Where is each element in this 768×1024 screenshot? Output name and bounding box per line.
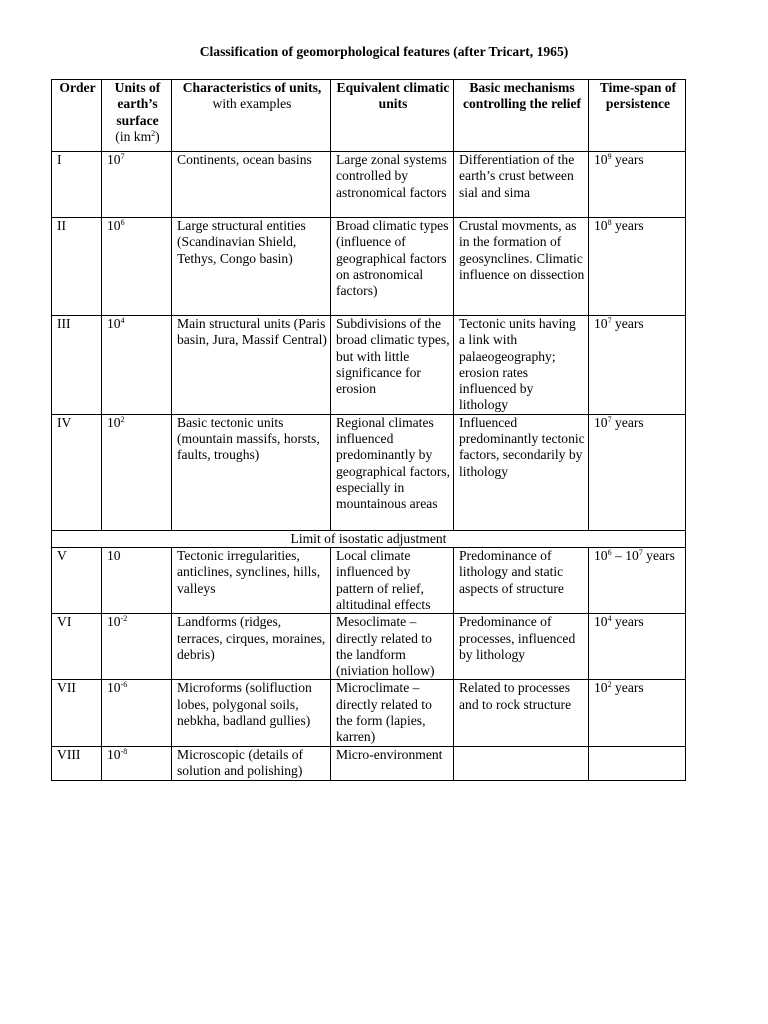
header-characteristics: Characteristics of units, with examples — [172, 80, 331, 152]
cell-characteristics: Basic tectonic units (mountain massifs, horsts, faults, troughs) — [172, 414, 331, 530]
cell-mechanisms: Influenced predominantly tectonic factors, secondarily by lithology — [454, 414, 589, 530]
cell-climatic: Mesoclimate – directly related to the landform (niviation hollow) — [331, 614, 454, 680]
limit-row — [52, 530, 686, 547]
cell-timespan: $10^7$ years — [589, 414, 686, 530]
cell-characteristics: Main structural units (Paris basin, Jura, Massif Central) — [172, 316, 331, 415]
cell-mechanisms: Related to processes and to rock structure — [454, 680, 589, 746]
header-climatic: Equivalent climatic units — [331, 80, 454, 152]
cell-timespan: $10^8$ years — [589, 218, 686, 316]
cell-climatic: Broad climatic types (influence of geographical factors on astronomical factors) — [331, 218, 454, 316]
cell-characteristics: Microforms (solifluction lobes, polygonal soils, nebkha, badland gullies) — [172, 680, 331, 746]
cell-order: II — [52, 218, 102, 316]
cell-order: III — [52, 316, 102, 415]
table-row — [52, 414, 686, 530]
cell-climatic: Subdivisions of the broad climatic types, but with little significance for erosion — [331, 316, 454, 415]
cell-units: $10^4$ — [102, 316, 172, 415]
cell-mechanisms: Predominance of lithology and static aspects of structure — [454, 548, 589, 614]
cell-characteristics: Landforms (ridges, terraces, cirques, moraines, debris) — [172, 614, 331, 680]
cell-units: $10^7$ — [102, 152, 172, 218]
cell-characteristics: Continents, ocean basins — [172, 152, 331, 218]
cell-timespan: $10^9$ years — [589, 152, 686, 218]
cell-climatic: Micro-environment — [331, 746, 454, 780]
cell-order: VI — [52, 614, 102, 680]
table-row — [52, 614, 686, 680]
table-row — [52, 218, 686, 316]
cell-timespan: $10^7$ years — [589, 316, 686, 415]
cell-units: $10^{-6}$ — [102, 680, 172, 746]
page-title: Classification of geomorphological features (after Tricart, 1965) — [199, 44, 569, 59]
header-mechanisms: Basic mechanisms controlling the relief — [454, 80, 589, 152]
cell-timespan — [589, 746, 686, 780]
table-row — [52, 680, 686, 746]
header-order: Order — [52, 80, 102, 152]
classification-table — [51, 79, 686, 781]
cell-units: $10^2$ — [102, 414, 172, 530]
cell-characteristics: Tectonic irregularities, anticlines, synclines, hills, valleys — [172, 548, 331, 614]
cell-order: VII — [52, 680, 102, 746]
cell-mechanisms: Predominance of processes, influenced by lithology — [454, 614, 589, 680]
table-row — [52, 746, 686, 780]
cell-mechanisms: Tectonic units having a link with palaeogeography; erosion rates influenced by lithology — [454, 316, 589, 415]
cell-units: $10^{-2}$ — [102, 614, 172, 680]
cell-timespan: $10^6 - 10^7$ years — [589, 548, 686, 614]
cell-climatic: Local climate influenced by pattern of relief, altitudinal effects — [331, 548, 454, 614]
isostatic-limit-label: Limit of isostatic adjustment — [52, 530, 686, 547]
cell-units: $10^6$ — [102, 218, 172, 316]
cell-order: V — [52, 548, 102, 614]
cell-mechanisms: Crustal movments, as in the formation of geosynclines. Climatic influence on dissection — [454, 218, 589, 316]
cell-order: VIII — [52, 746, 102, 780]
cell-units: 10 — [102, 548, 172, 614]
cell-climatic: Regional climates influenced predominantly by geographical factors, especially in mountainous areas — [331, 414, 454, 530]
cell-order: I — [52, 152, 102, 218]
cell-climatic: Large zonal systems controlled by astronomical factors — [331, 152, 454, 218]
header-row — [52, 80, 686, 152]
table-row — [52, 316, 686, 415]
cell-characteristics: Microscopic (details of solution and polishing) — [172, 746, 331, 780]
cell-mechanisms: Differentiation of the earth’s crust between sial and sima — [454, 152, 589, 218]
cell-characteristics: Large structural entities (Scandinavian Shield, Tethys, Congo basin) — [172, 218, 331, 316]
table-row — [52, 152, 686, 218]
cell-order: IV — [52, 414, 102, 530]
cell-timespan: $10^4$ years — [589, 614, 686, 680]
header-units: Units of earth’s surface (in $km^2$) — [102, 80, 172, 152]
cell-units: $10^{-8}$ — [102, 746, 172, 780]
cell-climatic: Microclimate – directly related to the form (lapies, karren) — [331, 680, 454, 746]
cell-timespan: $10^2$ years — [589, 680, 686, 746]
table-row — [52, 548, 686, 614]
header-timespan: Time-span of persistence — [589, 80, 686, 152]
cell-mechanisms — [454, 746, 589, 780]
